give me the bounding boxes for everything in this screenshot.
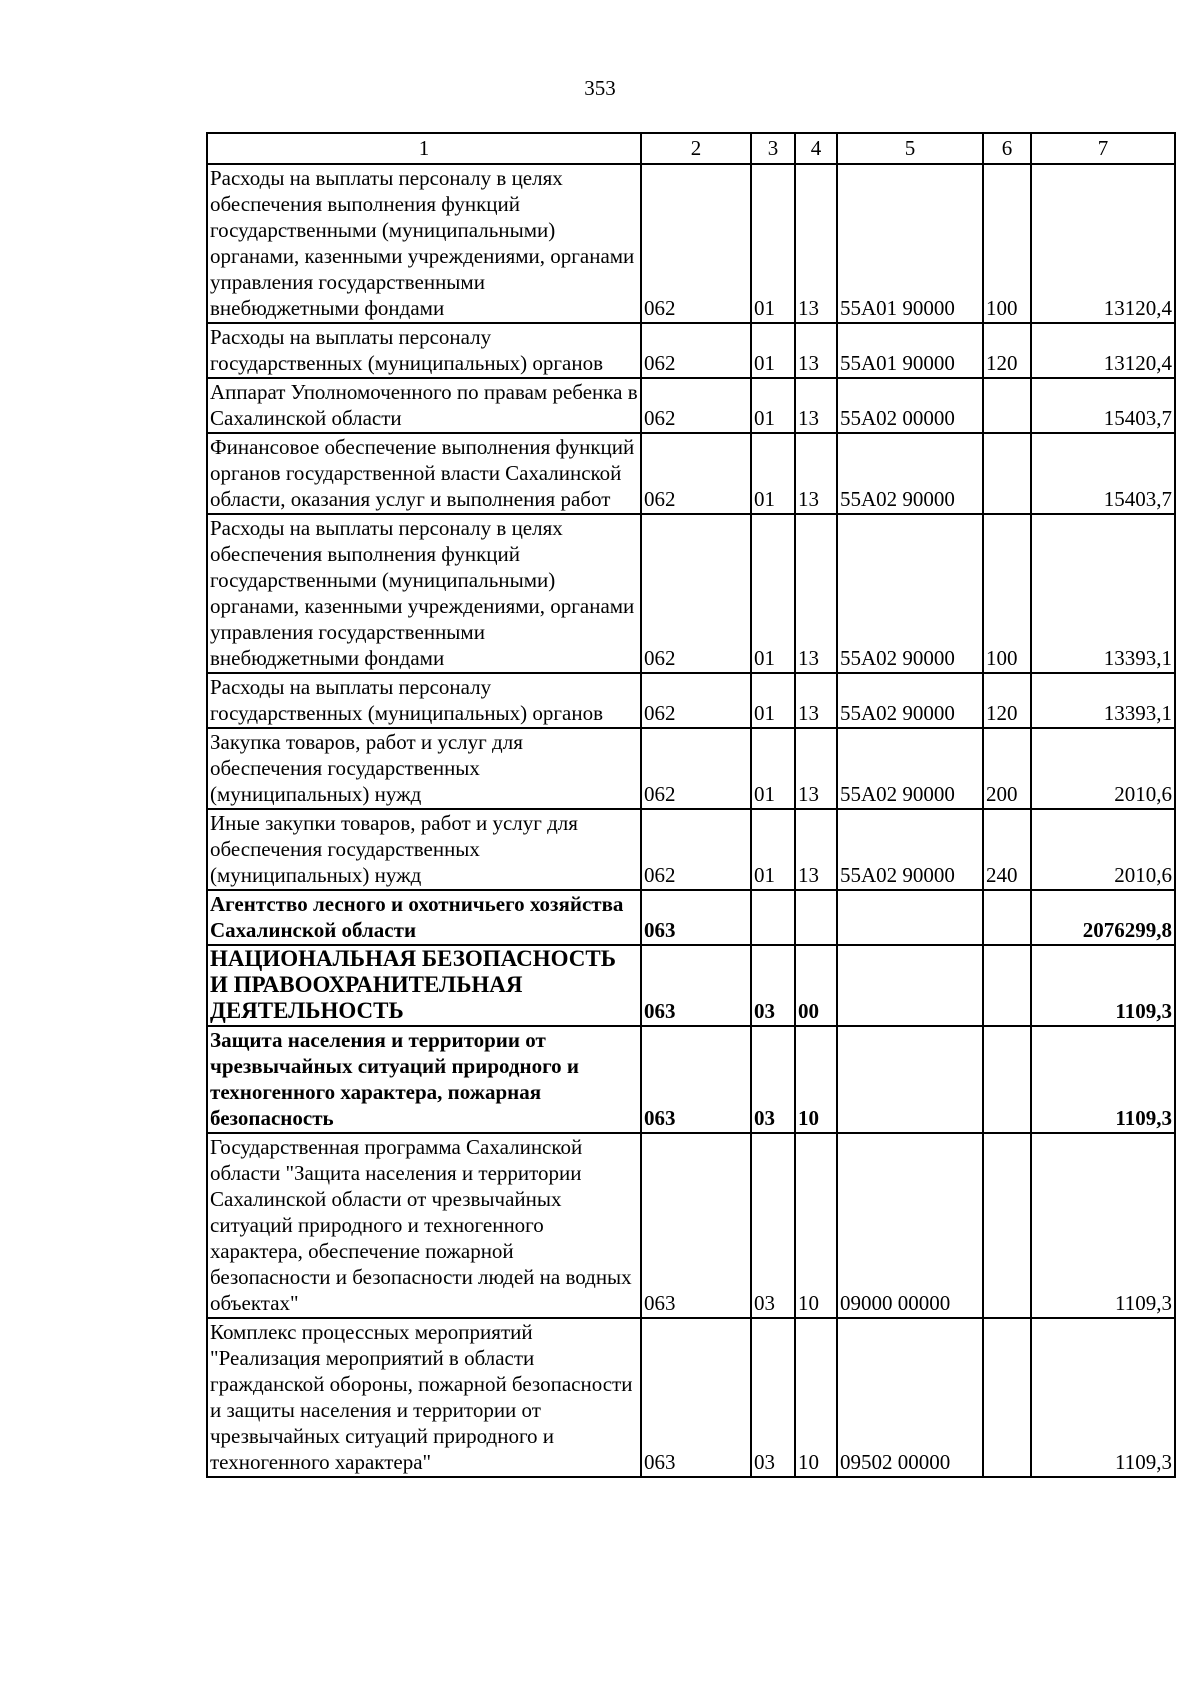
row-target-item-code: 55А02 90000 bbox=[837, 809, 983, 890]
table-row bbox=[207, 514, 1175, 673]
row-subsection-code: 10 bbox=[795, 1133, 837, 1318]
row-subsection-code: 13 bbox=[795, 673, 837, 728]
row-target-item-code: 55А02 00000 bbox=[837, 378, 983, 433]
row-target-item-code: 09000 00000 bbox=[837, 1133, 983, 1318]
row-expense-type-code bbox=[983, 378, 1031, 433]
row-amount: 1109,3 bbox=[1031, 945, 1175, 1026]
row-target-item-code: 55А01 90000 bbox=[837, 323, 983, 378]
row-expense-type-code: 120 bbox=[983, 673, 1031, 728]
header-col-5: 5 bbox=[837, 133, 983, 164]
row-expense-type-code bbox=[983, 1133, 1031, 1318]
row-subsection-code: 13 bbox=[795, 378, 837, 433]
row-section-code: 01 bbox=[751, 673, 795, 728]
row-name: НАЦИОНАЛЬНАЯ БЕЗОПАСНОСТЬ И ПРАВООХРАНИТЕЛЬНАЯ ДЕЯТЕЛЬНОСТЬ bbox=[207, 945, 641, 1026]
row-target-item-code: 55А01 90000 bbox=[837, 164, 983, 323]
row-name: Иные закупки товаров, работ и услуг для обеспечения государственных (муниципальных) нужд bbox=[207, 809, 641, 890]
row-ved-code: 062 bbox=[641, 323, 751, 378]
table-row bbox=[207, 809, 1175, 890]
table-row bbox=[207, 378, 1175, 433]
header-col-4: 4 bbox=[795, 133, 837, 164]
row-amount: 2010,6 bbox=[1031, 809, 1175, 890]
row-expense-type-code bbox=[983, 1318, 1031, 1477]
row-ved-code: 062 bbox=[641, 728, 751, 809]
row-target-item-code: 55А02 90000 bbox=[837, 728, 983, 809]
row-expense-type-code bbox=[983, 433, 1031, 514]
row-ved-code: 062 bbox=[641, 514, 751, 673]
row-amount: 13393,1 bbox=[1031, 673, 1175, 728]
row-expense-type-code: 100 bbox=[983, 164, 1031, 323]
row-amount: 2010,6 bbox=[1031, 728, 1175, 809]
row-amount: 15403,7 bbox=[1031, 433, 1175, 514]
row-name: Расходы на выплаты персоналу в целях обеспечения выполнения функций государственными (муниципальными) органами, казенными учреждениями, органами управления государственными внебюджетными фондами bbox=[207, 514, 641, 673]
row-ved-code: 063 bbox=[641, 1133, 751, 1318]
header-row bbox=[207, 133, 1175, 164]
table-row bbox=[207, 1133, 1175, 1318]
header-col-2: 2 bbox=[641, 133, 751, 164]
row-amount: 1109,3 bbox=[1031, 1318, 1175, 1477]
row-section-code: 01 bbox=[751, 164, 795, 323]
row-section-code: 03 bbox=[751, 1133, 795, 1318]
row-ved-code: 062 bbox=[641, 809, 751, 890]
row-amount: 1109,3 bbox=[1031, 1133, 1175, 1318]
row-subsection-code: 00 bbox=[795, 945, 837, 1026]
row-amount: 13120,4 bbox=[1031, 323, 1175, 378]
row-name: Закупка товаров, работ и услуг для обеспечения государственных (муниципальных) нужд bbox=[207, 728, 641, 809]
budget-table bbox=[206, 132, 1176, 1478]
row-ved-code: 063 bbox=[641, 1026, 751, 1133]
table-row bbox=[207, 673, 1175, 728]
row-subsection-code: 13 bbox=[795, 728, 837, 809]
row-subsection-code: 13 bbox=[795, 514, 837, 673]
page-number: 353 bbox=[584, 76, 616, 100]
row-name: Защита населения и территории от чрезвычайных ситуаций природного и техногенного характера, пожарная безопасность bbox=[207, 1026, 641, 1133]
row-subsection-code: 10 bbox=[795, 1318, 837, 1477]
row-ved-code: 063 bbox=[641, 1318, 751, 1477]
row-section-code: 03 bbox=[751, 945, 795, 1026]
row-ved-code: 062 bbox=[641, 378, 751, 433]
row-target-item-code: 55А02 90000 bbox=[837, 514, 983, 673]
table-row bbox=[207, 945, 1175, 1026]
header-col-3: 3 bbox=[751, 133, 795, 164]
row-ved-code: 062 bbox=[641, 433, 751, 514]
row-name: Расходы на выплаты персоналу государственных (муниципальных) органов bbox=[207, 323, 641, 378]
row-section-code: 01 bbox=[751, 323, 795, 378]
row-target-item-code: 55А02 90000 bbox=[837, 433, 983, 514]
row-amount: 15403,7 bbox=[1031, 378, 1175, 433]
row-target-item-code bbox=[837, 1026, 983, 1133]
row-subsection-code: 10 bbox=[795, 1026, 837, 1133]
row-subsection-code: 13 bbox=[795, 809, 837, 890]
row-section-code: 01 bbox=[751, 809, 795, 890]
header-col-1: 1 bbox=[207, 133, 641, 164]
row-section-code: 01 bbox=[751, 514, 795, 673]
row-amount: 1109,3 bbox=[1031, 1026, 1175, 1133]
row-expense-type-code bbox=[983, 890, 1031, 945]
row-section-code: 01 bbox=[751, 433, 795, 514]
row-expense-type-code bbox=[983, 945, 1031, 1026]
row-name: Аппарат Уполномоченного по правам ребенка в Сахалинской области bbox=[207, 378, 641, 433]
header-col-7: 7 bbox=[1031, 133, 1175, 164]
row-section-code bbox=[751, 890, 795, 945]
row-expense-type-code bbox=[983, 1026, 1031, 1133]
table-row bbox=[207, 433, 1175, 514]
row-ved-code: 063 bbox=[641, 890, 751, 945]
row-name: Агентство лесного и охотничьего хозяйства Сахалинской области bbox=[207, 890, 641, 945]
header-col-6: 6 bbox=[983, 133, 1031, 164]
row-ved-code: 063 bbox=[641, 945, 751, 1026]
row-section-code: 01 bbox=[751, 728, 795, 809]
row-amount: 13393,1 bbox=[1031, 514, 1175, 673]
row-expense-type-code: 100 bbox=[983, 514, 1031, 673]
row-target-item-code bbox=[837, 890, 983, 945]
row-name: Государственная программа Сахалинской области "Защита населения и территории Сахалинской области от чрезвычайных ситуаций природного и техногенного характера, обеспечение пожарной безопасности и безопасности людей на водных объектах" bbox=[207, 1133, 641, 1318]
row-name: Расходы на выплаты персоналу государственных (муниципальных) органов bbox=[207, 673, 641, 728]
row-section-code: 01 bbox=[751, 378, 795, 433]
row-ved-code: 062 bbox=[641, 673, 751, 728]
row-name: Комплекс процессных мероприятий "Реализация мероприятий в области гражданской обороны, пожарной безопасности и защиты населения и территории от чрезвычайных ситуаций природного и техногенного характера" bbox=[207, 1318, 641, 1477]
table-row bbox=[207, 164, 1175, 323]
table-body bbox=[207, 164, 1175, 1477]
row-section-code: 03 bbox=[751, 1026, 795, 1133]
table-row bbox=[207, 890, 1175, 945]
row-section-code: 03 bbox=[751, 1318, 795, 1477]
table-row bbox=[207, 728, 1175, 809]
row-expense-type-code: 200 bbox=[983, 728, 1031, 809]
table-row bbox=[207, 323, 1175, 378]
row-name: Расходы на выплаты персоналу в целях обеспечения выполнения функций государственными (муниципальными) органами, казенными учреждениями, органами управления государственными внебюджетными фондами bbox=[207, 164, 641, 323]
row-target-item-code: 09502 00000 bbox=[837, 1318, 983, 1477]
row-ved-code: 062 bbox=[641, 164, 751, 323]
row-name: Финансовое обеспечение выполнения функций органов государственной власти Сахалинской области, оказания услуг и выполнения работ bbox=[207, 433, 641, 514]
table-row bbox=[207, 1026, 1175, 1133]
table-row bbox=[207, 1318, 1175, 1477]
row-subsection-code: 13 bbox=[795, 323, 837, 378]
row-target-item-code: 55А02 90000 bbox=[837, 673, 983, 728]
row-target-item-code bbox=[837, 945, 983, 1026]
row-subsection-code: 13 bbox=[795, 164, 837, 323]
row-subsection-code bbox=[795, 890, 837, 945]
row-amount: 13120,4 bbox=[1031, 164, 1175, 323]
row-expense-type-code: 240 bbox=[983, 809, 1031, 890]
row-subsection-code: 13 bbox=[795, 433, 837, 514]
row-expense-type-code: 120 bbox=[983, 323, 1031, 378]
row-amount: 2076299,8 bbox=[1031, 890, 1175, 945]
